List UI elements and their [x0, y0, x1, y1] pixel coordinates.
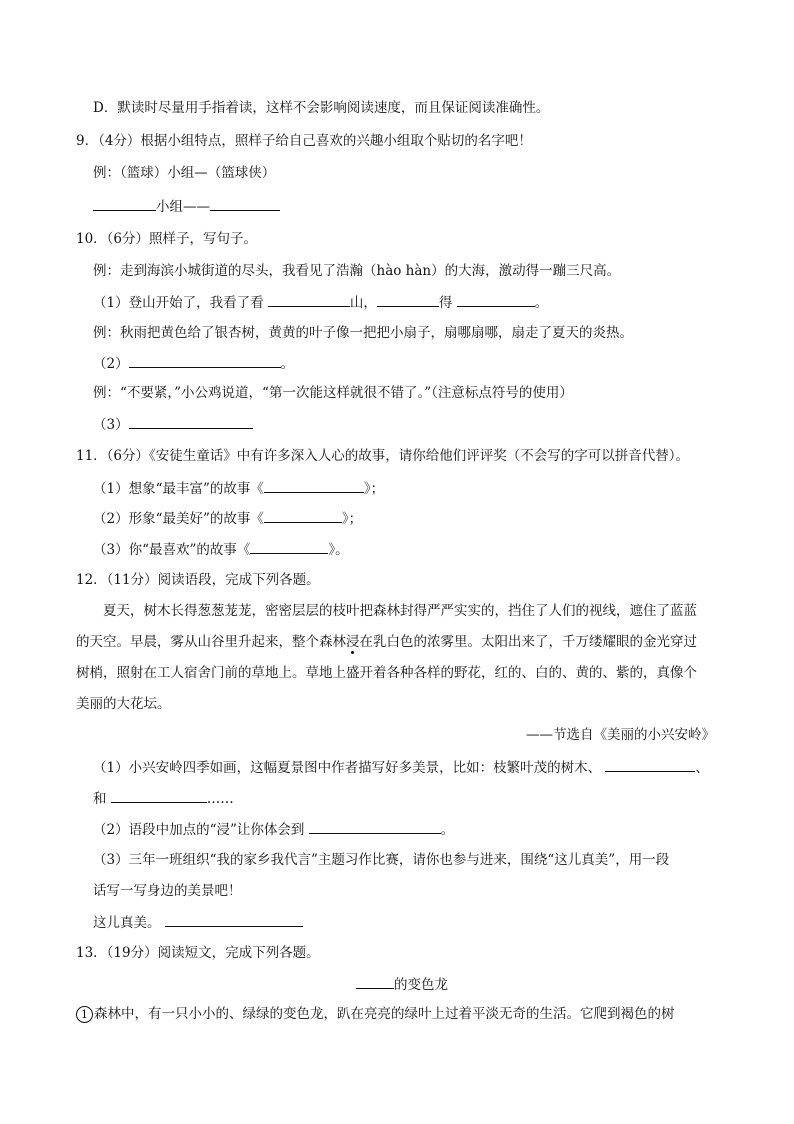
- q12-s1-sep: 、: [695, 760, 709, 776]
- q12-s1-and: 和: [93, 791, 107, 807]
- q12-sub-3-line-3: [93, 912, 303, 933]
- q11-i1-text: （1）想象“最丰富”的故事《: [93, 481, 264, 497]
- q9-blank-1[interactable]: [93, 196, 156, 211]
- q12-s2-end: 。: [440, 822, 455, 838]
- q12-s2-text: （2）语段中加点的“浸”让你体会到: [93, 822, 305, 838]
- q12-sub-1: [93, 757, 709, 778]
- q10-p1-text-a: （1）登山开始了，我看了看: [93, 295, 264, 311]
- q11-i3-blank[interactable]: [250, 539, 328, 554]
- q10-example-1: 例：走到海滨小城街道的尽头，我看见了浩瀚（hào hàn）的大海，激动得一蹦三尺高。: [93, 263, 621, 279]
- q10-p3-label: （3）: [93, 417, 129, 433]
- q10-part-1: [93, 292, 548, 313]
- q12-s1-blank-1[interactable]: [605, 757, 695, 772]
- q10-p2-blank[interactable]: [129, 353, 281, 368]
- q11-i1-end: 》；: [363, 481, 385, 497]
- q12-sub-3-line-2: 话写一写身边的美景吧！: [93, 883, 242, 899]
- q12-s3-blank[interactable]: [165, 912, 303, 927]
- q12-s1-text: （1）小兴安岭四季如画，这幅夏景图中作者描写好多美景，比如：枝繁叶茂的树木、: [93, 760, 602, 776]
- q10-part-2: [93, 353, 294, 374]
- q11-item-1: [93, 478, 384, 499]
- q11-item-2: [93, 508, 362, 529]
- q12-source: ——节选自《美丽的小兴安岭》: [526, 727, 715, 743]
- q10-p2-label: （2）: [93, 356, 129, 372]
- q11-i3-end: 》。: [328, 542, 349, 558]
- q13-para-1: [76, 1004, 675, 1024]
- q9-example: 例：（篮球）小组—（篮球侠）: [93, 165, 276, 181]
- q12-para-line-4: 美丽的大花坛。: [76, 696, 171, 712]
- q9-blank-2[interactable]: [210, 196, 280, 211]
- q9-title: 9．（4分）根据小组特点，照样子给自己喜欢的兴趣小组取个贴切的名字吧！: [76, 133, 532, 149]
- q12-s2-blank[interactable]: [309, 819, 441, 834]
- q12-sub-2: [93, 819, 454, 840]
- circled-number-icon: 1: [76, 1006, 93, 1023]
- q12-para2-b: 在乳白色的浓雾里。太阳出来了，千万缕耀眼的金光穿过: [359, 634, 697, 650]
- q12-sub-1-cont: [93, 788, 234, 809]
- q12-s3-prompt: 这儿真美。: [93, 915, 161, 931]
- q10-example-3: 例：“不要紧，”小公鸡说道，“第一次能这样就很不错了。”（注意标点符号的使用）: [93, 385, 573, 401]
- option-d: D．默读时尽量用手指着读，这样不会影响阅读速度，而且保证阅读准确性。: [93, 100, 550, 116]
- q13-title: 13．（19分）阅读短文，完成下列各题。: [76, 945, 320, 961]
- q11-i3-text: （3）你“最喜欢”的故事《: [93, 542, 251, 558]
- q11-i2-text: （2）形象“最美好”的故事《: [93, 511, 264, 527]
- q11-title: 11．（6分）《安徒生童话》中有许多深入人心的故事，请你给他们评评奖（不会写的字可以拼音代替）。: [76, 448, 690, 464]
- q13-p1-text: 森林中，有一只小小的、绿绿的变色龙，趴在亮亮的绿叶上过着平淡无奇的生活。它爬到褐色的树: [94, 1006, 675, 1022]
- q9-mid: 小组——: [156, 199, 210, 215]
- q11-i2-blank[interactable]: [264, 508, 342, 523]
- q12-para-line-1: 夏天，树木长得葱葱茏茏，密密层层的枝叶把森林封得严严实实的，挡住了人们的视线，遮住了蓝蓝: [103, 603, 697, 619]
- q11-i2-end: 》；: [341, 511, 363, 527]
- q12-para-line-2: [76, 632, 697, 652]
- q12-s1-blank-2[interactable]: [111, 788, 207, 803]
- q12-title: 12．（11分）阅读语段，完成下列各题。: [76, 572, 320, 588]
- q10-example-2: 例：秋雨把黄色给了银杏树，黄黄的叶子像一把把小扇子，扇哪扇哪，扇走了夏天的炎热。: [93, 325, 633, 341]
- q10-p1-blank-3[interactable]: [457, 292, 535, 307]
- q10-p2-end: 。: [280, 356, 295, 372]
- q12-para-line-3: 树梢，照射在工人宿舍门前的草地上。草地上盛开着各种各样的野花，红的、白的、黄的、紫的，真像个: [76, 665, 697, 681]
- q10-p3-blank[interactable]: [129, 414, 253, 429]
- q13-story-title: [356, 974, 448, 995]
- q12-para2-a: 的天空。早晨，雾从山谷里升起来，整个森林: [76, 634, 346, 650]
- q11-item-3: [93, 539, 349, 560]
- q13-title-text: 的变色龙: [394, 977, 448, 993]
- q13-title-blank[interactable]: [356, 974, 394, 989]
- q12-sub-3-line-1: （3）三年一班组织“我的家乡我代言”主题习作比赛，请你也参与进来，围绕“这儿真美”，用一段: [93, 852, 670, 868]
- q10-p1-text-c: 得: [438, 295, 453, 311]
- q12-dotted-char: 浸: [346, 634, 360, 650]
- q10-p1-text-d: 。: [534, 295, 549, 311]
- q10-p1-blank-2[interactable]: [377, 292, 439, 307]
- q9-answer-line: [93, 196, 280, 217]
- q10-title: 10．（6分）照样子，写句子。: [76, 231, 258, 247]
- q10-p1-text-b: 山，: [349, 295, 377, 311]
- q11-i1-blank[interactable]: [264, 478, 364, 493]
- q10-p1-blank-1[interactable]: [268, 292, 350, 307]
- q12-s1-ellipsis: ……: [206, 791, 234, 807]
- q10-part-3: [93, 414, 253, 435]
